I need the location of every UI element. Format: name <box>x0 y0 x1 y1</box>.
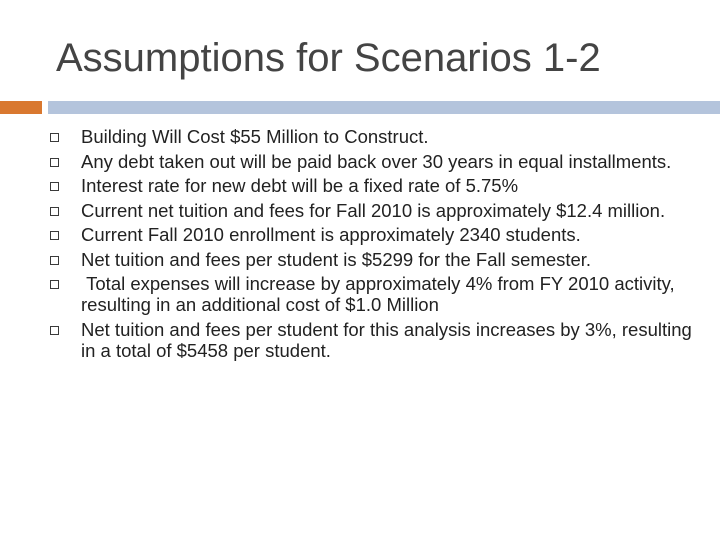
bullet-item-tuition-increase <box>50 319 700 361</box>
bullet-item-enrollment <box>50 224 700 245</box>
bullet-item-debt-term <box>50 151 700 172</box>
bullet-item-per-student-tuition <box>50 249 700 270</box>
slide-title: Assumptions for Scenarios 1-2 <box>56 36 601 80</box>
bullet-text: Net tuition and fees per student is $5299 for the Fall semester. <box>81 248 592 270</box>
bullet-item-building-cost <box>50 126 700 147</box>
bullet-list <box>50 126 700 364</box>
bullet-text: Net tuition and fees per student for this analysis increases by 3%, resulting in a total of $5458 per student. <box>81 318 692 361</box>
hollow-square-bullet-icon <box>50 326 59 335</box>
hollow-square-bullet-icon <box>50 133 59 142</box>
bullet-text: Current net tuition and fees for Fall 2010 is approximately $12.4 million. <box>81 199 666 221</box>
bullet-item-net-tuition <box>50 200 700 221</box>
bullet-text: Total expenses will increase by approximately 4% from FY 2010 activity, resulting in an additional cost of $1.0 Million <box>81 273 680 315</box>
hollow-square-bullet-icon <box>50 158 59 167</box>
bullet-item-interest-rate <box>50 175 700 196</box>
accent-bar-orange <box>0 101 42 114</box>
bullet-text: Interest rate for new debt will be a fixed rate of 5.75% <box>81 175 519 196</box>
hollow-square-bullet-icon <box>50 182 59 191</box>
hollow-square-bullet-icon <box>50 256 59 265</box>
bullet-text: Current Fall 2010 enrollment is approximately 2340 students. <box>81 224 581 245</box>
hollow-square-bullet-icon <box>50 231 59 240</box>
hollow-square-bullet-icon <box>50 207 59 216</box>
bullet-item-expenses <box>50 273 700 315</box>
bullet-text: Any debt taken out will be paid back over 30 years in equal installments. <box>81 150 672 172</box>
hollow-square-bullet-icon <box>50 280 59 289</box>
bullet-text: Building Will Cost $55 Million to Construct. <box>81 126 429 147</box>
accent-bar-blue <box>48 101 720 114</box>
